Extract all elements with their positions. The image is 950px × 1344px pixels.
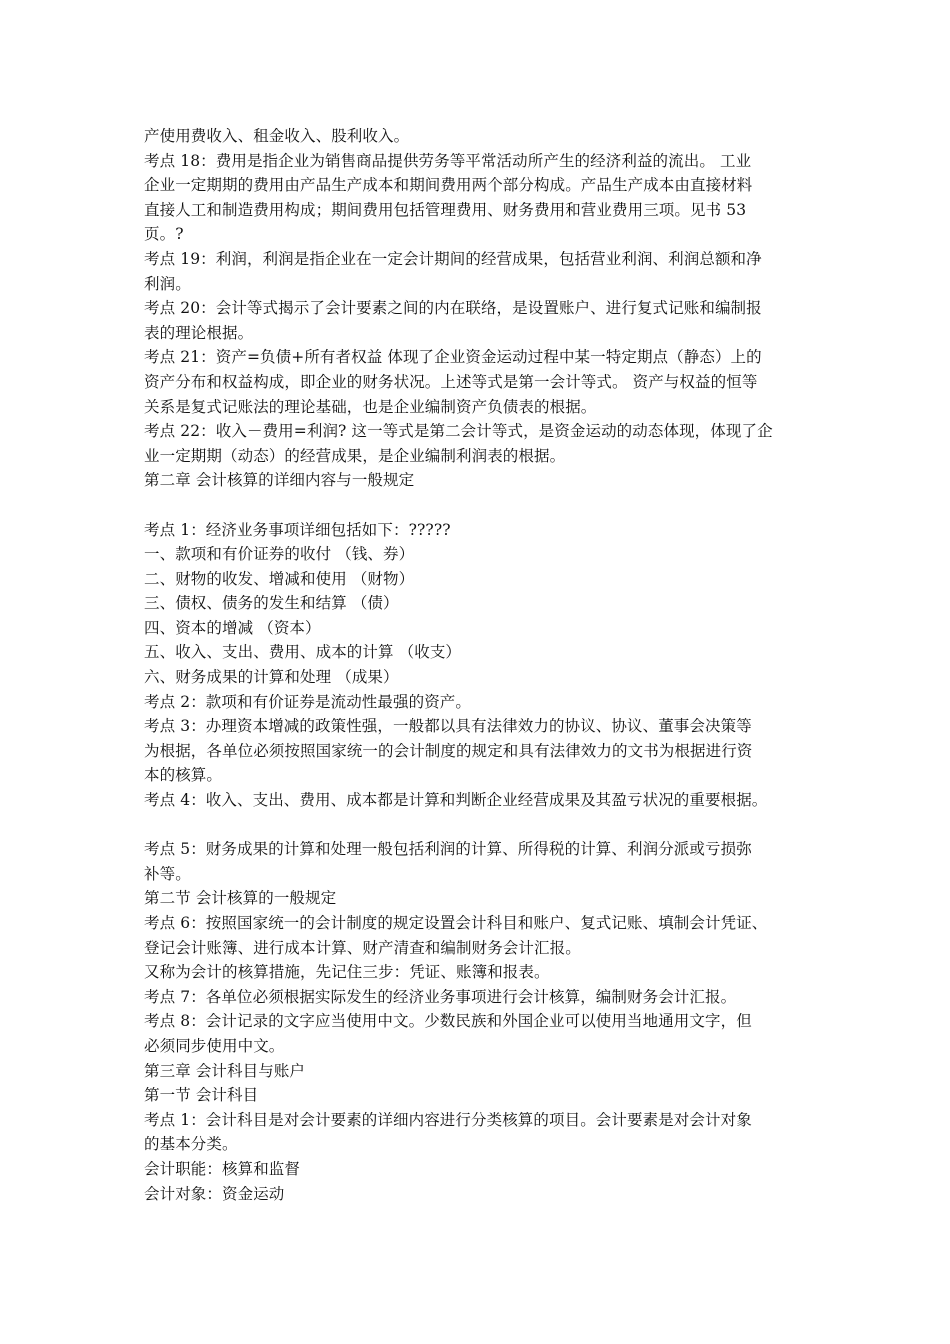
text-line: 又称为会计的核算措施，先记住三步：凭证、账簿和报表。 bbox=[144, 963, 550, 982]
text-line: 会计职能：核算和监督 bbox=[144, 1159, 301, 1178]
chapter-heading: 第三章 会计科目与账户 bbox=[144, 1061, 306, 1080]
text-line: 考点 5：财务成果的计算和处理一般包括利润的计算、所得税的计算、利润分派或亏损弥 bbox=[144, 840, 752, 859]
section-heading: 第一节 会计科目 bbox=[144, 1086, 259, 1105]
list-item: 四、资本的增减 （资本） bbox=[144, 618, 321, 637]
text-line: 企业一定期期的费用由产品生产成本和期间费用两个部分构成。产品生产成本由直接材料 bbox=[144, 176, 753, 195]
text-line: 会计对象：资金运动 bbox=[144, 1184, 285, 1203]
list-item: 三、债权、债务的发生和结算 （债） bbox=[144, 594, 399, 613]
text-line: 资产分布和权益构成，即企业的财务状况。上述等式是第一会计等式。 资产与权益的恒等 bbox=[144, 372, 758, 391]
text-line: 考点 6：按照国家统一的会计制度的规定设置会计科目和账户、复式记账、填制会计凭证、 bbox=[144, 914, 768, 932]
text-line: 表的理论根据。 bbox=[144, 323, 254, 342]
text-line: 考点 8：会计记录的文字应当使用中文。少数民族和外国企业可以使用当地通用文字，但 bbox=[144, 1012, 752, 1031]
text-line: 考点 18：费用是指企业为销售商品提供劳务等平常活动所产生的经济利益的流出。 工业 bbox=[144, 151, 752, 170]
text-line: 考点 4：收入、支出、费用、成本都是计算和判断企业经营成果及其盈亏状况的重要根据。 bbox=[144, 791, 768, 810]
text-line: 的基本分类。 bbox=[144, 1135, 238, 1154]
text-line: 考点 19：利润，利润是指企业在一定会计期间的经营成果，包括营业利润、利润总额和净 bbox=[144, 249, 762, 268]
text-line: 考点 7：各单位必须根据实际发生的经济业务事项进行会计核算，编制财务会计汇报。 bbox=[144, 987, 737, 1006]
text-line: 考点 20：会计等式揭示了会计要素之间的内在联络，是设置账户、进行复式记账和编制报 bbox=[144, 299, 762, 318]
list-item: 二、财物的收发、增减和使用 （财物） bbox=[144, 569, 415, 588]
blank-line bbox=[144, 813, 824, 838]
text-line: 直接人工和制造费用构成；期间费用包括管理费用、财务费用和营业费用三项。见书 53 bbox=[144, 200, 747, 219]
list-item: 一、款项和有价证券的收付 （钱、券） bbox=[144, 545, 415, 564]
text-line: 必须同步使用中文。 bbox=[144, 1036, 285, 1055]
section-heading: 第二节 会计核算的一般规定 bbox=[144, 889, 337, 908]
text-line: 考点 21：资产=负债+所有者权益 体现了企业资金运动过程中某一特定期点（静态）上的 bbox=[144, 348, 762, 367]
text-line: 页。? bbox=[144, 225, 184, 244]
list-item: 六、财务成果的计算和处理 （成果） bbox=[144, 668, 399, 687]
text-line: 业一定期期（动态）的经营成果，是企业编制利润表的根据。 bbox=[144, 446, 566, 465]
text-line: 关系是复式记账法的理论基础，也是企业编制资产负债表的根据。 bbox=[144, 397, 597, 416]
text-line: 产使用费收入、租金收入、股利收入。 bbox=[144, 127, 410, 145]
text-line: 为根据，各单位必须按照国家统一的会计制度的规定和具有法律效力的文书为根据进行资 bbox=[144, 741, 753, 760]
text-line: 利润。 bbox=[144, 274, 191, 293]
text-line: 本的核算。 bbox=[144, 766, 223, 785]
chapter-heading: 第二章 会计核算的详细内容与一般规定 bbox=[144, 471, 415, 490]
text-line: 考点 22：收入－费用=利润? 这一等式是第二会计等式，是资金运动的动态体现，体现了企 bbox=[144, 422, 773, 441]
list-item: 五、收入、支出、费用、成本的计算 （收支） bbox=[144, 643, 462, 662]
text-line: 补等。 bbox=[144, 864, 191, 883]
blank-line bbox=[144, 493, 824, 518]
text-line: 登记会计账簿、进行成本计算、财产清查和编制财务会计汇报。 bbox=[144, 938, 581, 957]
text-line: 考点 1：会计科目是对会计要素的详细内容进行分类核算的项目。会计要素是对会计对象 bbox=[144, 1110, 752, 1129]
document-body bbox=[144, 124, 824, 1206]
text-line: 考点 2：款项和有价证券是流动性最强的资产。 bbox=[144, 692, 471, 711]
text-line: 考点 1：经济业务事项详细包括如下：????? bbox=[144, 520, 451, 539]
text-line: 考点 3：办理资本增减的政策性强，一般都以具有法律效力的协议、协议、董事会决策等 bbox=[144, 717, 752, 736]
